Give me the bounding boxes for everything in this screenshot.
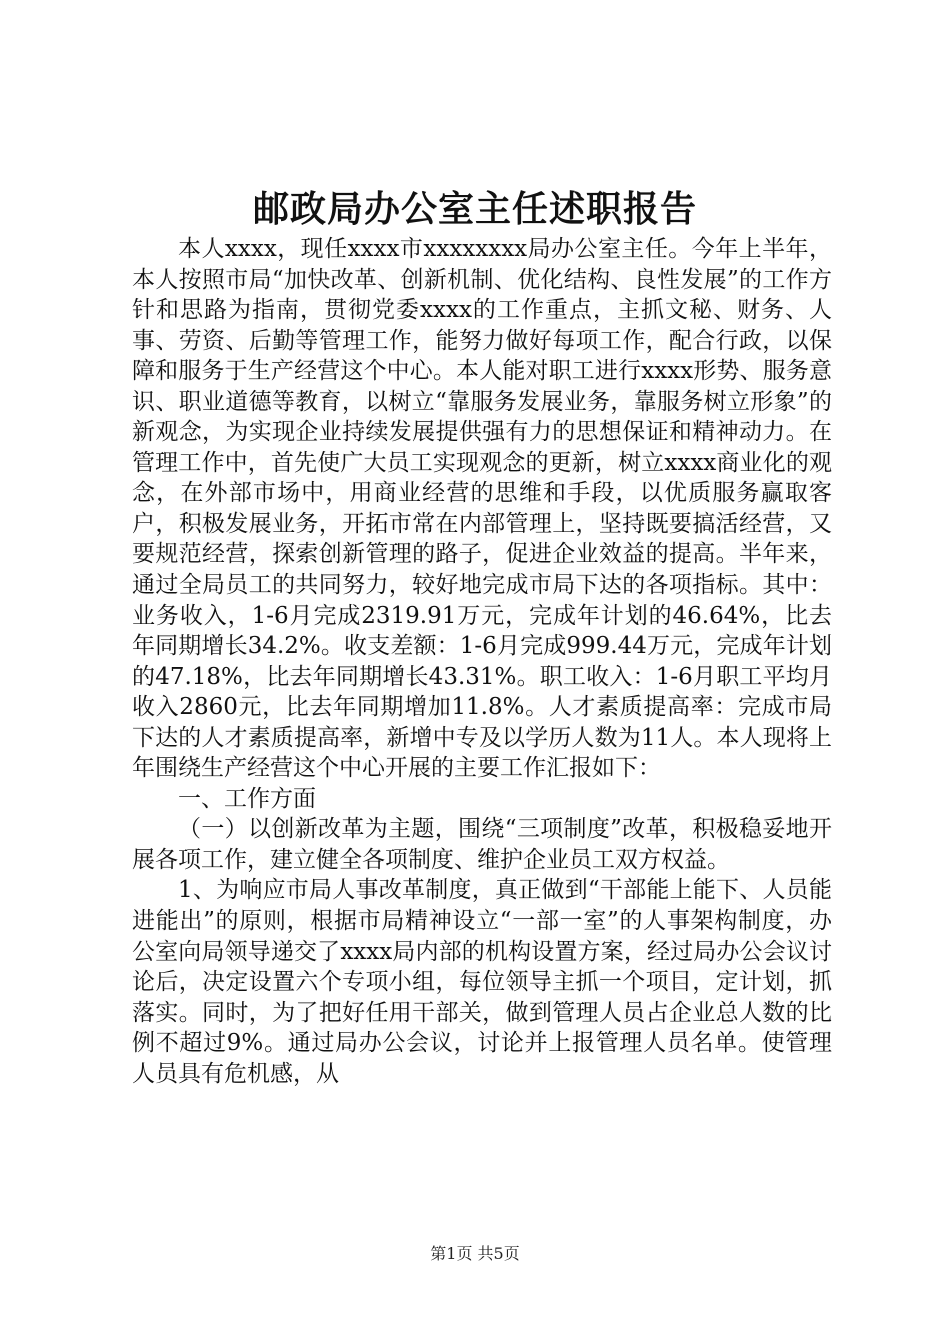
document-title: 邮政局办公室主任述职报告 bbox=[252, 188, 697, 230]
paragraph-personnel-reform: 1、为响应市局人事改革制度，真正做到“干部能上能下、人员能进能出”的原则，根据市局精神设立“一部一室”的人事架构制度，办公室向局领导递交了xxxx局内部的机构设置方案，经过局办公会议讨论后，决定设置六个专项小组，每位领导主抓一个项目，定计划，抓落实。同时，为了把好任用干部关，做到管理人员占企业总人数的比例不超过9%。通过局办公会议，讨论并上报管理人员名单。使管理人员具有危机感，从 bbox=[132, 877, 832, 1087]
document-body bbox=[132, 234, 832, 1089]
paragraph-intro: 本人xxxx，现任xxxx市xxxxxxxx局办公室主任。今年上半年，本人按照市局“加快改革、创新机制、优化结构、良性发展”的工作方针和思路为指南，贯彻党委xxxx的工作重点，主抓文秘、财务、人事、劳资、后勤等管理工作，能努力做好每项工作，配合行政，以保障和服务于生产经营这个中心。本人能对职工进行xxxx形势、服务意识、职业道德等教育，以树立“靠服务发展业务，靠服务树立形象”的新观念，为实现企业持续发展提供强有力的思想保证和精神动力。在管理工作中，首先使广大员工实现观念的更新，树立xxxx商业化的观念，在外部市场中，用商业经营的思维和手段，以优质服务赢取客户，积极发展业务，开拓市常在内部管理上，坚持既要搞活经营，又要规范经营，探索创新管理的路子，促进企业效益的提高。半年来，通过全局员工的共同努力，较好地完成市局下达的各项指标。其中：业务收入，1-6月完成2319.91万元，完成年计划的46.64%，比去年同期增长34.2%。收支差额：1-6月完成999.44万元，完成年计划的47.18%，比去年同期增长43.31%。职工收入：1-6月职工平均月收入2860元，比去年同期增加11.8%。人才素质提高率：完成市局下达的人才素质提高率，新增中专及以学历人数为11人。本人现将上年围绕生产经营这个中心开展的主要工作汇报如下： bbox=[132, 236, 832, 782]
page-footer: 第1页 共5页 bbox=[430, 1244, 520, 1263]
section-heading-work: 一、工作方面 bbox=[178, 785, 316, 812]
subsection-heading-reform: （一）以创新改革为主题，围绕“三项制度”改革，积极稳妥地开展各项工作，建立健全各项制度、维护企业员工双方权益。 bbox=[132, 816, 832, 873]
